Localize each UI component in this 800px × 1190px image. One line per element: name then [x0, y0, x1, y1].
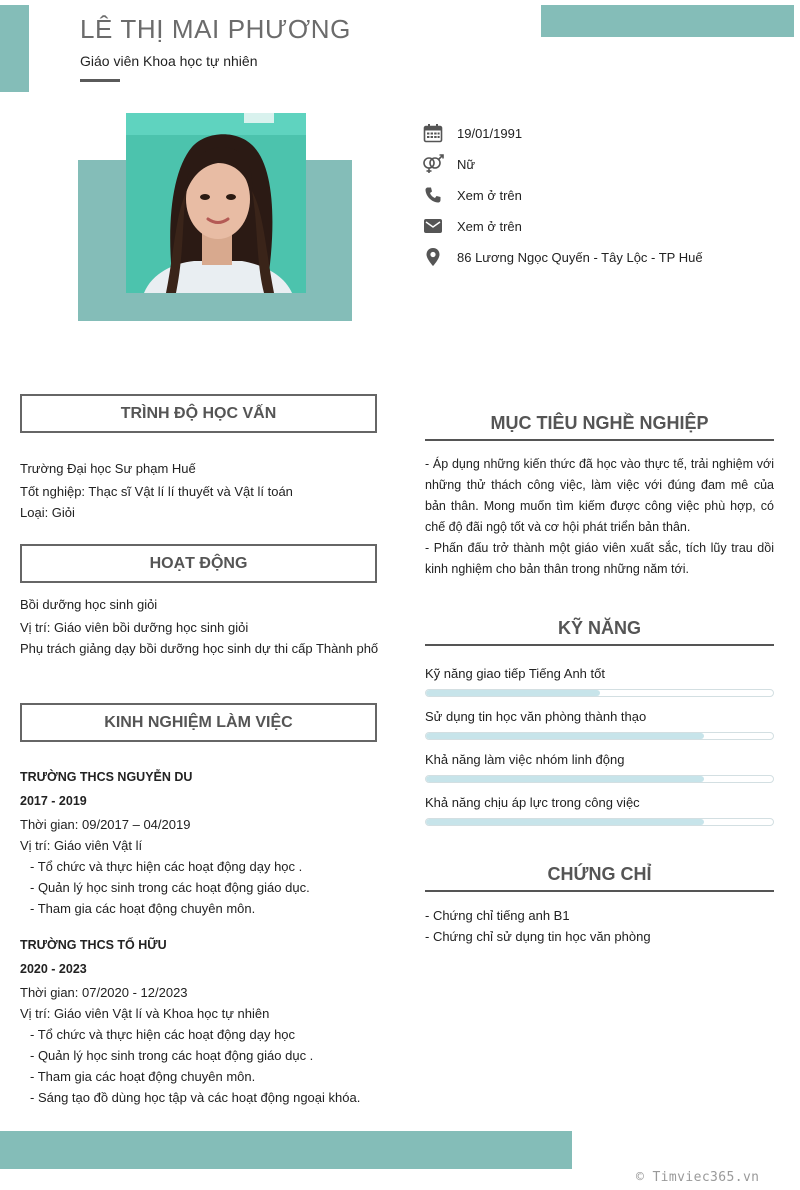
skill-label: Khả năng làm việc nhóm linh động	[425, 752, 625, 767]
gender-text: Nữ	[457, 156, 476, 172]
education-grade: Loại: Giỏi	[20, 505, 75, 520]
objective-paragraph: - Phấn đấu trở thành một giáo viên xuất sắc, tích lũy trau dồi kinh nghiệm cho bản thân trong những năm tới.	[425, 541, 774, 576]
job-school: TRƯỜNG THCS NGUYỄN DU	[20, 770, 193, 784]
job-task: - Quản lý học sinh trong các hoạt động giáo dục.	[30, 880, 310, 895]
education-heading: TRÌNH ĐỘ HỌC VẤN	[20, 394, 377, 433]
job-task: - Tham gia các hoạt động chuyên môn.	[30, 901, 256, 916]
birthdate-text: 19/01/1991	[457, 125, 523, 141]
skill-bar	[425, 732, 774, 740]
skill-label: Sử dụng tin học văn phòng thành thạo	[425, 709, 647, 724]
skills-heading: KỸ NĂNG	[425, 618, 774, 646]
contact-birthdate	[421, 121, 522, 145]
contact-gender	[421, 152, 475, 176]
phone-icon	[421, 183, 445, 207]
activities-heading: HOẠT ĐỘNG	[20, 544, 377, 583]
job-task: - Sáng tạo đồ dùng học tập và các hoạt động ngoại khóa.	[30, 1090, 361, 1105]
job-position: Vị trí: Giáo viên Vật lí	[20, 838, 143, 853]
email-icon	[421, 214, 445, 238]
job-time: Thời gian: 09/2017 – 04/2019	[20, 817, 191, 832]
title-underline	[80, 79, 120, 82]
objective-heading: MỤC TIÊU NGHỀ NGHIỆP	[425, 413, 774, 441]
phone-text: Xem ở trên	[457, 187, 522, 203]
job-years: 2020 - 2023	[20, 962, 87, 976]
watermark: © Timviec365.vn	[636, 1170, 760, 1185]
address-text: 86 Lương Ngọc Quyến - Tây Lộc - TP Huế	[457, 249, 703, 265]
skill-bar-fill	[426, 819, 704, 825]
job-task: - Tham gia các hoạt động chuyên môn.	[30, 1069, 256, 1084]
skill-label: Kỹ năng giao tiếp Tiếng Anh tốt	[425, 666, 605, 681]
objective-text	[425, 454, 774, 580]
candidate-name: LÊ THỊ MAI PHƯƠNG	[80, 14, 351, 44]
decor-block-bottom	[0, 1131, 572, 1169]
certificates-heading: CHỨNG CHỈ	[425, 864, 774, 892]
skill-label: Khả năng chịu áp lực trong công việc	[425, 795, 640, 810]
job-task: - Quản lý học sinh trong các hoạt động giáo dục .	[30, 1048, 314, 1063]
skill-bar	[425, 775, 774, 783]
activity-line: Bồi dưỡng học sinh giỏi	[20, 597, 158, 612]
skill-bar-fill	[426, 776, 704, 782]
contact-email	[421, 214, 522, 238]
decor-block-top-left	[0, 5, 29, 92]
gender-icon	[421, 152, 445, 176]
location-pin-icon	[421, 245, 445, 269]
experience-heading: KINH NGHIỆM LÀM VIỆC	[20, 703, 377, 742]
certificate-item: - Chứng chỉ tiếng anh B1	[425, 908, 570, 923]
activity-line: Vị trí: Giáo viên bồi dưỡng học sinh giỏi	[20, 620, 249, 635]
profile-photo	[126, 113, 306, 293]
job-years: 2017 - 2019	[20, 794, 87, 808]
contact-address	[421, 245, 703, 269]
job-position: Vị trí: Giáo viên Vật lí và Khoa học tự nhiên	[20, 1006, 270, 1021]
job-school: TRƯỜNG THCS TỐ HỮU	[20, 938, 167, 952]
calendar-icon	[421, 121, 445, 145]
job-time: Thời gian: 07/2020 - 12/2023	[20, 985, 188, 1000]
education-school: Trường Đại học Sư phạm Huế	[20, 461, 196, 476]
job-task: - Tổ chức và thực hiện các hoạt động dạy học .	[30, 859, 303, 874]
skill-bar	[425, 689, 774, 697]
skill-bar-fill	[426, 690, 600, 696]
job-title: Giáo viên Khoa học tự nhiên	[80, 53, 258, 69]
job-task: - Tổ chức và thực hiện các hoạt động dạy học	[30, 1027, 296, 1042]
certificate-item: - Chứng chỉ sử dụng tin học văn phòng	[425, 929, 651, 944]
objective-paragraph: - Áp dụng những kiến thức đã học vào thực tế, trải nghiệm với những thử thách công việc, làm việc với đúng đam mê của bản thân. Mong muốn tìm kiếm được công việc phù hợp, có chế độ đãi ngộ tốt và cơ hội phát triển bản thân.	[425, 457, 774, 534]
education-degree: Tốt nghiệp: Thạc sĩ Vật lí lí thuyết và Vật lí toán	[20, 484, 293, 499]
decor-block-top-right	[541, 5, 794, 37]
email-text: Xem ở trên	[457, 218, 522, 234]
skill-bar	[425, 818, 774, 826]
contact-phone	[421, 183, 522, 207]
skill-bar-fill	[426, 733, 704, 739]
activity-line: Phụ trách giảng dạy bồi dưỡng học sinh dự thi cấp Thành phố	[20, 641, 379, 656]
